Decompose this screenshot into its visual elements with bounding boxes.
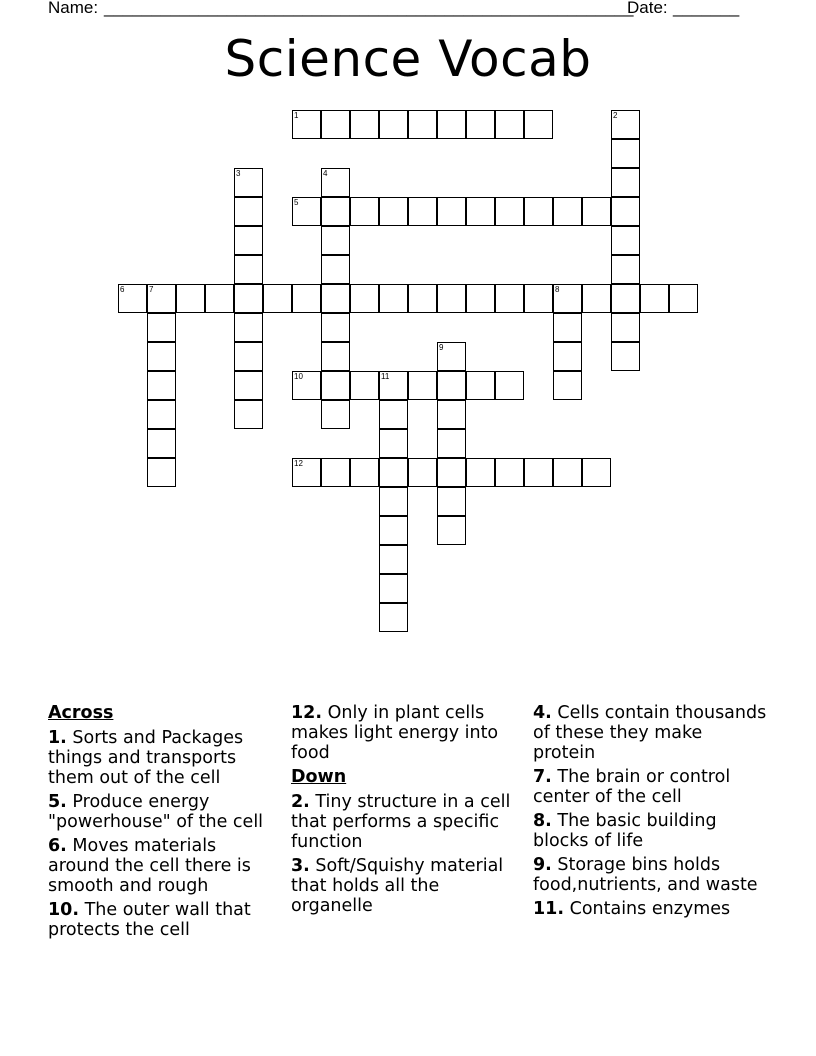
crossword-cell[interactable] — [466, 458, 495, 487]
crossword-cell[interactable] — [118, 284, 147, 313]
clue-down-11 — [533, 899, 768, 919]
crossword-cell[interactable] — [321, 168, 350, 197]
crossword-cell[interactable] — [611, 110, 640, 139]
crossword-cell[interactable] — [234, 255, 263, 284]
crossword-cell[interactable] — [147, 371, 176, 400]
clue-down-7 — [533, 767, 768, 807]
clue-number-label: 1 — [294, 111, 299, 120]
clue-across-10 — [48, 900, 283, 940]
crossword-cell[interactable] — [379, 516, 408, 545]
down-heading: Down — [291, 767, 347, 787]
crossword-cell[interactable] — [292, 110, 321, 139]
crossword-cell[interactable] — [524, 110, 553, 139]
crossword-cell[interactable] — [524, 197, 553, 226]
clues-section — [48, 703, 768, 1023]
crossword-cell[interactable] — [437, 197, 466, 226]
clue-text: The basic building blocks of life — [533, 811, 717, 851]
crossword-cell[interactable] — [350, 197, 379, 226]
crossword-cell[interactable] — [147, 458, 176, 487]
crossword-cell[interactable] — [379, 574, 408, 603]
crossword-cell[interactable] — [611, 342, 640, 371]
crossword-cell[interactable] — [582, 458, 611, 487]
crossword-cell[interactable] — [292, 371, 321, 400]
clue-number: 9. — [533, 855, 552, 875]
date-label: Date: — [627, 0, 668, 17]
clue-column-1 — [48, 703, 283, 944]
crossword-cell[interactable] — [495, 458, 524, 487]
clue-across-5 — [48, 792, 283, 832]
crossword-cell[interactable] — [321, 458, 350, 487]
clue-number-label: 11 — [381, 372, 390, 381]
crossword-cell[interactable] — [611, 284, 640, 313]
crossword-cell[interactable] — [437, 342, 466, 371]
crossword-cell[interactable] — [466, 371, 495, 400]
crossword-cell[interactable] — [292, 284, 321, 313]
across-heading: Across — [48, 703, 114, 723]
crossword-cell[interactable] — [321, 371, 350, 400]
crossword-cell[interactable] — [292, 197, 321, 226]
crossword-cell[interactable] — [205, 284, 234, 313]
crossword-cell[interactable] — [437, 458, 466, 487]
crossword-cell[interactable] — [350, 110, 379, 139]
crossword-cell[interactable] — [147, 313, 176, 342]
crossword-cell[interactable] — [379, 429, 408, 458]
name-label: Name: — [48, 0, 99, 17]
crossword-cell[interactable] — [611, 139, 640, 168]
page-title: Science Vocab — [224, 30, 592, 88]
crossword-cell[interactable] — [553, 284, 582, 313]
crossword-cell[interactable] — [466, 284, 495, 313]
crossword-cell[interactable] — [408, 371, 437, 400]
crossword-cell[interactable] — [379, 603, 408, 632]
clue-number-label: 5 — [294, 198, 299, 207]
clue-number: 10. — [48, 900, 80, 920]
clue-number: 1. — [48, 728, 67, 748]
crossword-cell[interactable] — [640, 284, 669, 313]
clue-text: The outer wall that protects the cell — [48, 900, 251, 940]
crossword-cell[interactable] — [321, 400, 350, 429]
crossword-cell[interactable] — [321, 226, 350, 255]
crossword-cell[interactable] — [553, 313, 582, 342]
clue-number: 11. — [533, 899, 565, 919]
crossword-cell[interactable] — [553, 458, 582, 487]
crossword-cell[interactable] — [611, 197, 640, 226]
crossword-cell[interactable] — [234, 313, 263, 342]
crossword-cell[interactable] — [379, 400, 408, 429]
clue-number-label: 2 — [613, 111, 618, 120]
crossword-cell[interactable] — [379, 371, 408, 400]
crossword-cell[interactable] — [379, 545, 408, 574]
clue-number-label: 6 — [120, 285, 125, 294]
crossword-cell[interactable] — [379, 110, 408, 139]
clue-number: 2. — [291, 792, 310, 812]
crossword-cell[interactable] — [437, 284, 466, 313]
crossword-cell[interactable] — [669, 284, 698, 313]
crossword-cell[interactable] — [408, 284, 437, 313]
crossword-cell[interactable] — [611, 226, 640, 255]
clue-text: Cells contain thousands of these they make protein — [533, 703, 767, 763]
crossword-cell[interactable] — [234, 371, 263, 400]
clue-column-3 — [533, 703, 768, 923]
clue-number-label: 4 — [323, 169, 328, 178]
crossword-cell[interactable] — [408, 110, 437, 139]
crossword-cell[interactable] — [553, 371, 582, 400]
crossword-cell[interactable] — [582, 197, 611, 226]
crossword-cell[interactable] — [611, 168, 640, 197]
clue-number-label: 8 — [555, 285, 560, 294]
crossword-cell[interactable] — [379, 487, 408, 516]
crossword-cell[interactable] — [524, 284, 553, 313]
clue-number-label: 10 — [294, 372, 303, 381]
crossword-cell[interactable] — [147, 284, 176, 313]
crossword-cell[interactable] — [408, 458, 437, 487]
crossword-cell[interactable] — [437, 400, 466, 429]
crossword-cell[interactable] — [379, 284, 408, 313]
crossword-cell[interactable] — [321, 110, 350, 139]
crossword-cell[interactable] — [495, 197, 524, 226]
crossword-cell[interactable] — [147, 342, 176, 371]
crossword-cell[interactable] — [408, 197, 437, 226]
clue-number: 5. — [48, 792, 67, 812]
clue-number: 7. — [533, 767, 552, 787]
clue-number: 6. — [48, 836, 67, 856]
clue-number-label: 7 — [149, 285, 154, 294]
clue-column-2 — [291, 703, 526, 920]
crossword-cell[interactable] — [466, 110, 495, 139]
clue-number: 8. — [533, 811, 552, 831]
crossword-cell[interactable] — [321, 284, 350, 313]
crossword-cell[interactable] — [147, 400, 176, 429]
crossword-cell[interactable] — [234, 197, 263, 226]
clue-text: The brain or control center of the cell — [533, 767, 731, 807]
clue-number: 4. — [533, 703, 552, 723]
clue-text: Contains enzymes — [569, 899, 731, 919]
crossword-cell[interactable] — [176, 284, 205, 313]
clue-across-1 — [48, 728, 283, 788]
crossword-cell[interactable] — [292, 458, 321, 487]
clue-text: Produce energy "powerhouse" of the cell — [48, 792, 264, 832]
crossword-cell[interactable] — [553, 342, 582, 371]
crossword-cell[interactable] — [147, 429, 176, 458]
crossword-cell[interactable] — [350, 458, 379, 487]
clue-text: Sorts and Packages things and transports them out of the cell — [48, 728, 244, 788]
crossword-cell[interactable] — [234, 284, 263, 313]
clue-text: Moves materials around the cell there is smooth and rough — [48, 836, 251, 896]
crossword-cell[interactable] — [234, 342, 263, 371]
crossword-cell[interactable] — [263, 284, 292, 313]
crossword-cell[interactable] — [437, 110, 466, 139]
clue-down-9 — [533, 855, 768, 895]
crossword-cell[interactable] — [437, 487, 466, 516]
crossword-cell[interactable] — [350, 371, 379, 400]
crossword-cell[interactable] — [495, 110, 524, 139]
clue-number: 12. — [291, 703, 323, 723]
clue-down-2 — [291, 792, 526, 852]
clue-number-label: 9 — [439, 343, 444, 352]
crossword-cell[interactable] — [611, 255, 640, 284]
crossword-cell[interactable] — [321, 197, 350, 226]
clue-text: Only in plant cells makes light energy into food — [291, 703, 499, 763]
crossword-cell[interactable] — [234, 168, 263, 197]
crossword-cell[interactable] — [321, 313, 350, 342]
crossword-cell[interactable] — [379, 197, 408, 226]
clue-across-6 — [48, 836, 283, 896]
crossword-cell[interactable] — [321, 255, 350, 284]
crossword-cell[interactable] — [437, 371, 466, 400]
crossword-cell[interactable] — [524, 458, 553, 487]
clue-number-label: 3 — [236, 169, 241, 178]
clue-down-3 — [291, 856, 526, 916]
crossword-cell[interactable] — [437, 429, 466, 458]
clue-down-4 — [533, 703, 768, 763]
crossword-cell[interactable] — [495, 371, 524, 400]
crossword-cell[interactable] — [234, 226, 263, 255]
clue-text: Soft/Squishy material that holds all the organelle — [291, 856, 504, 916]
crossword-cell[interactable] — [466, 197, 495, 226]
crossword-cell[interactable] — [582, 284, 611, 313]
clue-text: Tiny structure in a cell that performs a specific function — [291, 792, 511, 852]
date-field[interactable]: _______ — [673, 0, 740, 17]
clue-number-label: 12 — [294, 459, 303, 468]
crossword-cell[interactable] — [234, 400, 263, 429]
crossword-cell[interactable] — [379, 458, 408, 487]
crossword-cell[interactable] — [321, 342, 350, 371]
clue-down-8 — [533, 811, 768, 851]
clue-across-12 — [291, 703, 526, 763]
crossword-cell[interactable] — [350, 284, 379, 313]
crossword-cell[interactable] — [553, 197, 582, 226]
clue-text: Storage bins holds food,nutrients, and waste — [533, 855, 758, 895]
crossword-cell[interactable] — [611, 313, 640, 342]
name-field[interactable]: ________________________________________________________ — [104, 0, 634, 17]
clue-number: 3. — [291, 856, 310, 876]
crossword-cell[interactable] — [495, 284, 524, 313]
crossword-cell[interactable] — [437, 516, 466, 545]
